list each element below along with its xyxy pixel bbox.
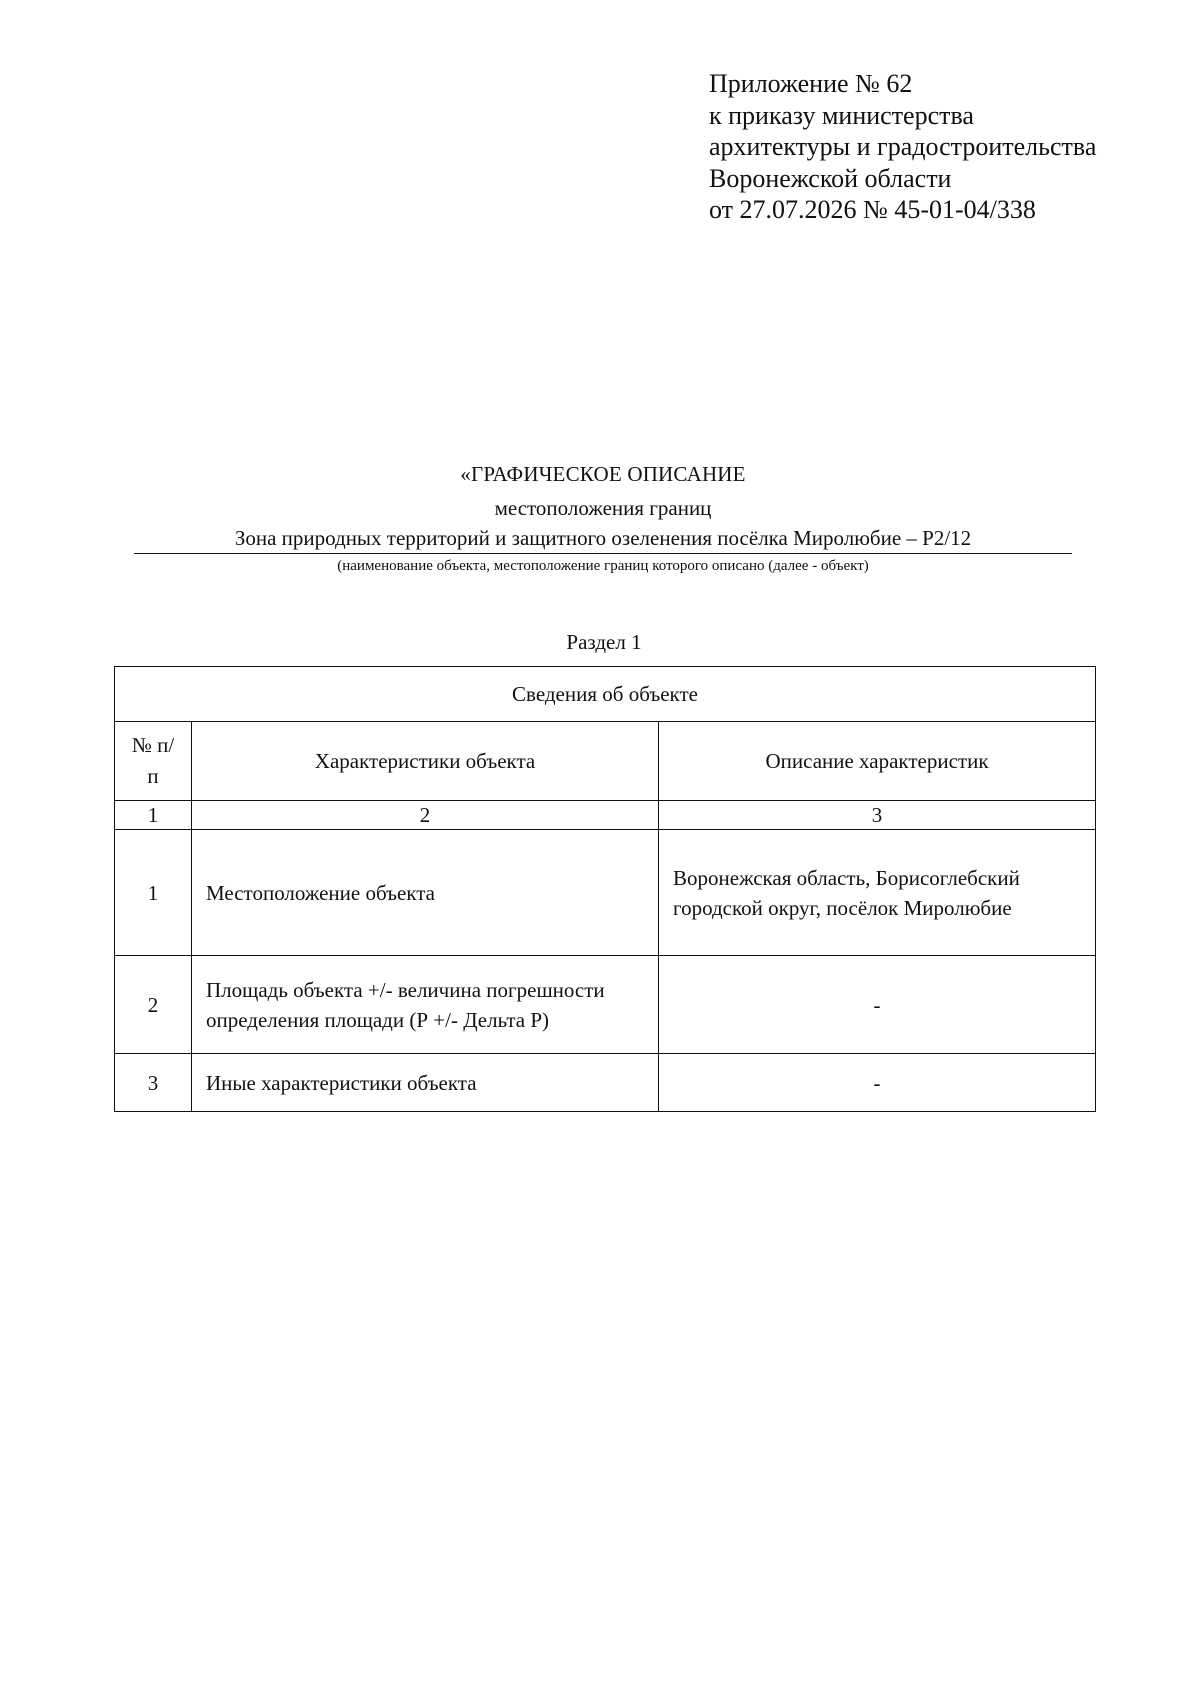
column-header-description: Описание характеристик xyxy=(659,722,1096,801)
attachment-line: Воронежской области xyxy=(709,163,952,193)
table-header: Сведения об объекте xyxy=(115,667,1096,722)
object-name-note: (наименование объекта, местоположение границ которого описано (далее - объект) xyxy=(337,558,869,574)
attachment-line: от 27.07.2026 № 45-01-04/338 xyxy=(709,195,1036,224)
column-index: 3 xyxy=(659,801,1096,830)
column-header-num: № п/п xyxy=(115,722,192,801)
row-characteristic: Иные характеристики объекта xyxy=(192,1054,659,1112)
row-characteristic: Местоположение объекта xyxy=(192,830,659,956)
title-block xyxy=(134,458,1072,578)
row-num: 3 xyxy=(115,1054,192,1112)
document-title: «ГРАФИЧЕСКОЕ ОПИСАНИЕ xyxy=(460,462,746,486)
row-description: Воронежская область, Борисоглебский городской округ, посёлок Миролюбие xyxy=(659,830,1096,956)
attachment-block xyxy=(709,68,1096,226)
attachment-line: архитектуры и градостроительства xyxy=(709,132,1097,161)
table-row xyxy=(115,1054,1096,1112)
column-index: 1 xyxy=(115,801,192,830)
document-subtitle: местоположения границ xyxy=(494,496,712,520)
table-header-row xyxy=(115,667,1096,722)
table-row xyxy=(115,956,1096,1054)
table-index-row xyxy=(115,801,1096,830)
row-num: 1 xyxy=(115,830,192,956)
section-label: Раздел 1 xyxy=(566,630,642,654)
attachment-line: к приказу министерства xyxy=(709,100,974,130)
row-description: - xyxy=(659,1054,1096,1112)
table-row xyxy=(115,830,1096,956)
row-num: 2 xyxy=(115,956,192,1054)
row-description: - xyxy=(659,956,1096,1054)
object-info-table xyxy=(114,666,1096,1112)
column-header-characteristic: Характеристики объекта xyxy=(192,722,659,801)
column-index: 2 xyxy=(192,801,659,830)
table-columns-row xyxy=(115,722,1096,801)
row-characteristic: Площадь объекта +/- величина погрешности определения площади (Р +/- Дельта Р) xyxy=(192,956,659,1054)
attachment-line: Приложение № 62 xyxy=(709,69,913,98)
object-name: Зона природных территорий и защитного озеленения посёлка Миролюбие – Р2/12 xyxy=(134,524,1072,554)
